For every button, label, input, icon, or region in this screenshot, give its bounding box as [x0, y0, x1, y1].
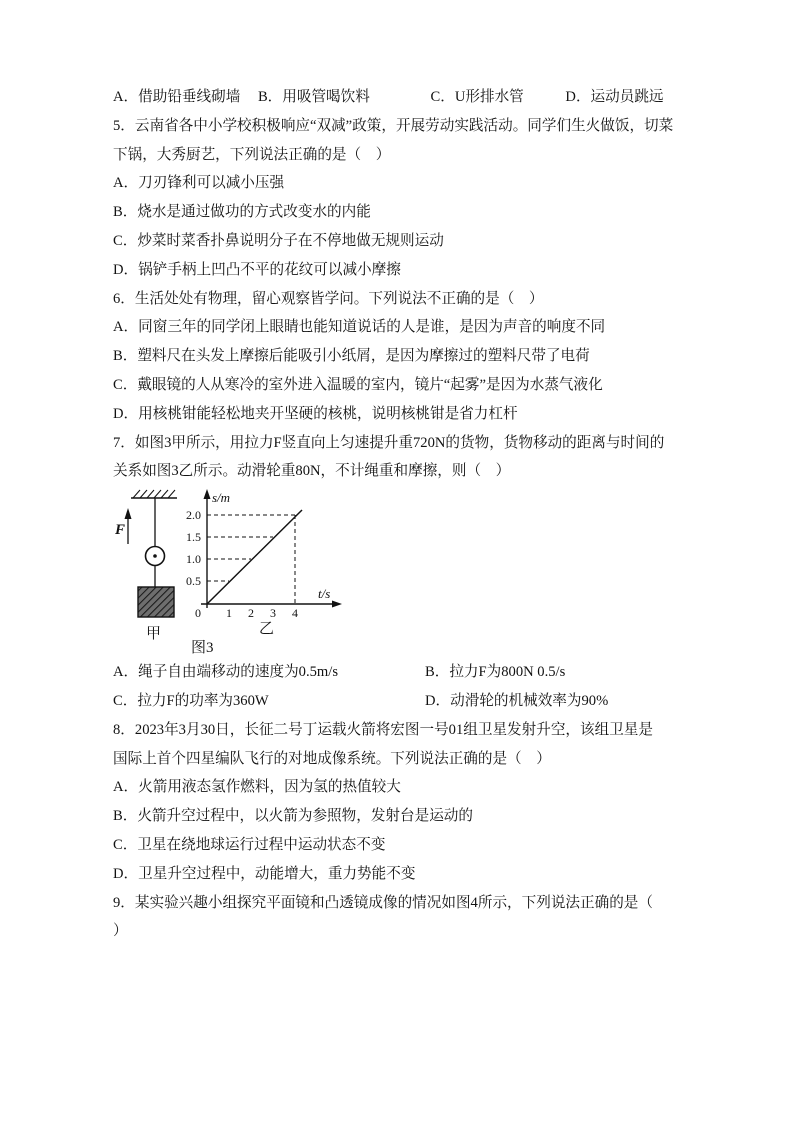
force-label: F — [115, 522, 126, 539]
q7-option-c: C．拉力F的功率为360W — [113, 692, 269, 709]
q8-option-a: A．火箭用液态氢作燃料，因为氢的热值较大 — [113, 779, 401, 796]
q5-option-d: D．锅铲手柄上凹凸不平的花纹可以减小摩擦 — [113, 261, 401, 278]
q7-stem-line1: 7．如图3甲所示，用拉力F竖直向上匀速提升重720N的货物，货物移动的距离与时间的 — [113, 434, 665, 451]
q6-option-b: B．塑料尺在头发上摩擦后能吸引小纸屑，是因为摩擦过的塑料尺带了电荷 — [113, 348, 590, 365]
xtick-3: 3 — [270, 606, 276, 621]
jia-label: 甲 — [146, 626, 162, 643]
y-axis-arrow — [204, 489, 211, 499]
s-t-line — [207, 510, 302, 604]
q8-option-b: B．火箭升空过程中，以火箭为参照物，发射台是运动的 — [113, 808, 473, 825]
pulley-axle — [153, 554, 157, 558]
q5-option-c: C．炒菜时菜香扑鼻说明分子在不停地做无规则运动 — [113, 232, 444, 249]
q8-option-d: D．卫星升空过程中，动能增大，重力势能不变 — [113, 865, 416, 882]
q7-option-d: D．动滑轮的机械效率为90% — [425, 692, 609, 709]
q6-option-a: A．同窗三年的同学闭上眼睛也能知道说话的人是谁，是因为声音的响度不同 — [113, 319, 606, 336]
q8-stem-line1: 8．2023年3月30日，长征二号丁运载火箭将宏图一号01组卫星发射升空，该组卫星是 — [113, 721, 653, 738]
q6-option-d: D．用核桃钳能轻松地夹开坚硬的核桃，说明核桃钳是省力杠杆 — [113, 405, 518, 422]
q8-option-c: C．卫星在绕地球运行过程中运动状态不变 — [113, 836, 386, 853]
xtick-1: 1 — [226, 606, 232, 621]
yi-label: 乙 — [259, 621, 275, 638]
q5-stem-line1: 5．云南省各中小学校积极响应“双减”政策，开展劳动实践活动。同学们生火做饭，切菜 — [113, 117, 674, 134]
q8-stem-line2: 国际上首个四星编队飞行的对地成像系统。下列说法正确的是（ ） — [113, 750, 551, 767]
q6-stem: 6．生活处处有物理，留心观察皆学问。下列说法不正确的是（ ） — [113, 290, 544, 307]
q5-option-a: A．刀刃锋利可以减小压强 — [113, 175, 285, 192]
q5-option-b: B．烧水是通过做功的方式改变水的内能 — [113, 204, 371, 221]
x-axis-label: t/s — [318, 586, 331, 602]
figure-3-svg — [113, 488, 673, 656]
force-arrow-head — [125, 508, 132, 519]
ytick-0.5: 0.5 — [186, 574, 201, 589]
ytick-2.0: 2.0 — [186, 508, 201, 523]
x-axis-arrow — [332, 601, 342, 608]
q7-options-row-ab — [113, 658, 686, 687]
q4-options-row — [113, 83, 686, 112]
figure-caption: 图3 — [191, 640, 214, 657]
y-axis-label: s/m — [212, 490, 231, 506]
q9-stem-line1: 9．某实验兴趣小组探究平面镜和凸透镜成像的情况如图4所示，下列说法正确的是（ — [113, 894, 653, 911]
figure-3 — [113, 488, 686, 656]
q4-option-d: D．运动员跳远 — [565, 89, 664, 105]
ytick-1.5: 1.5 — [186, 530, 201, 545]
q7-stem-line2: 关系如图3乙所示。动滑轮重80N，不计绳重和摩擦，则（ ） — [113, 463, 511, 480]
q7-option-b: B．拉力F为800N 0.5/s — [425, 664, 566, 681]
q4-option-b: B．用吸管喝饮料 — [257, 89, 370, 105]
q7-options-row-cd — [113, 687, 686, 716]
pulley-diagram — [125, 490, 178, 617]
load-block — [138, 587, 174, 617]
q9-stem-line2: ） — [113, 923, 128, 940]
xtick-4: 4 — [292, 606, 298, 621]
q7-option-a: A．绳子自由端移动的速度为0.5m/s — [113, 664, 338, 681]
q4-option-c: C．U形排水管 — [430, 89, 524, 105]
q4-option-a: A．借助铅垂线砌墙 — [113, 89, 241, 105]
origin-label: 0 — [195, 606, 201, 621]
q6-option-c: C．戴眼镜的人从寒冷的室外进入温暖的室内，镜片“起雾”是因为水蒸气液化 — [113, 376, 603, 393]
xtick-2: 2 — [248, 606, 254, 621]
ytick-1.0: 1.0 — [186, 552, 201, 567]
q5-stem-line2: 下锅，大秀厨艺，下列说法正确的是（ ） — [113, 146, 391, 163]
